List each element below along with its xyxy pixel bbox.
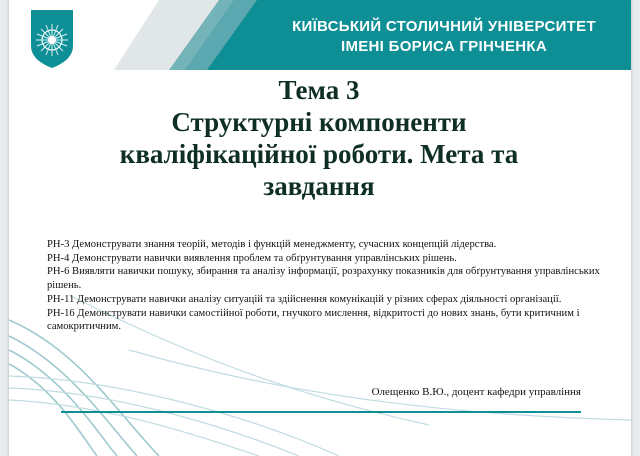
- university-name-line2: ІМЕНІ БОРИСА ГРІНЧЕНКА: [340, 38, 547, 55]
- outcome-item: РН-6 Виявляти навички пошуку, збирання та аналізу інформації, розрахунку показників для обґрунтування управлінських рішень.: [47, 266, 600, 292]
- footer-divider: [61, 411, 581, 413]
- university-name: [279, 17, 609, 57]
- university-name-line1: КИЇВСЬКИЙ СТОЛИЧНИЙ УНІВЕРСИТЕТ: [292, 18, 596, 35]
- outcome-item: РН-3 Демонструвати знання теорій, методів і функцій менеджменту, сучасних концепцій лідерства.: [47, 239, 497, 250]
- learning-outcomes: [47, 238, 607, 334]
- title-line4: завдання: [263, 171, 375, 201]
- university-logo: [27, 8, 77, 70]
- outcome-item: РН-11 Демонструвати навички аналізу ситуацій та здійснення комунікацій у різних сферах діяльності організації.: [47, 293, 562, 305]
- title-line1: Тема 3: [278, 75, 360, 105]
- slide: [9, 0, 631, 456]
- outcome-item: РН-16 Демонструвати навички самостійної роботи, гнучкого мислення, відкритості до нових знань, бути критичним і самокритичним.: [47, 307, 580, 333]
- title-line2: Структурні компоненти: [171, 107, 467, 137]
- outcome-item: РН-4 Демонструвати навички виявлення проблем та обґрунтування управлінських рішень.: [47, 252, 457, 264]
- title-line3: кваліфікаційної роботи. Мета та: [119, 139, 519, 169]
- slide-title: [104, 74, 534, 202]
- author-credit: Олещенко В.Ю., доцент кафедри управління: [371, 386, 581, 398]
